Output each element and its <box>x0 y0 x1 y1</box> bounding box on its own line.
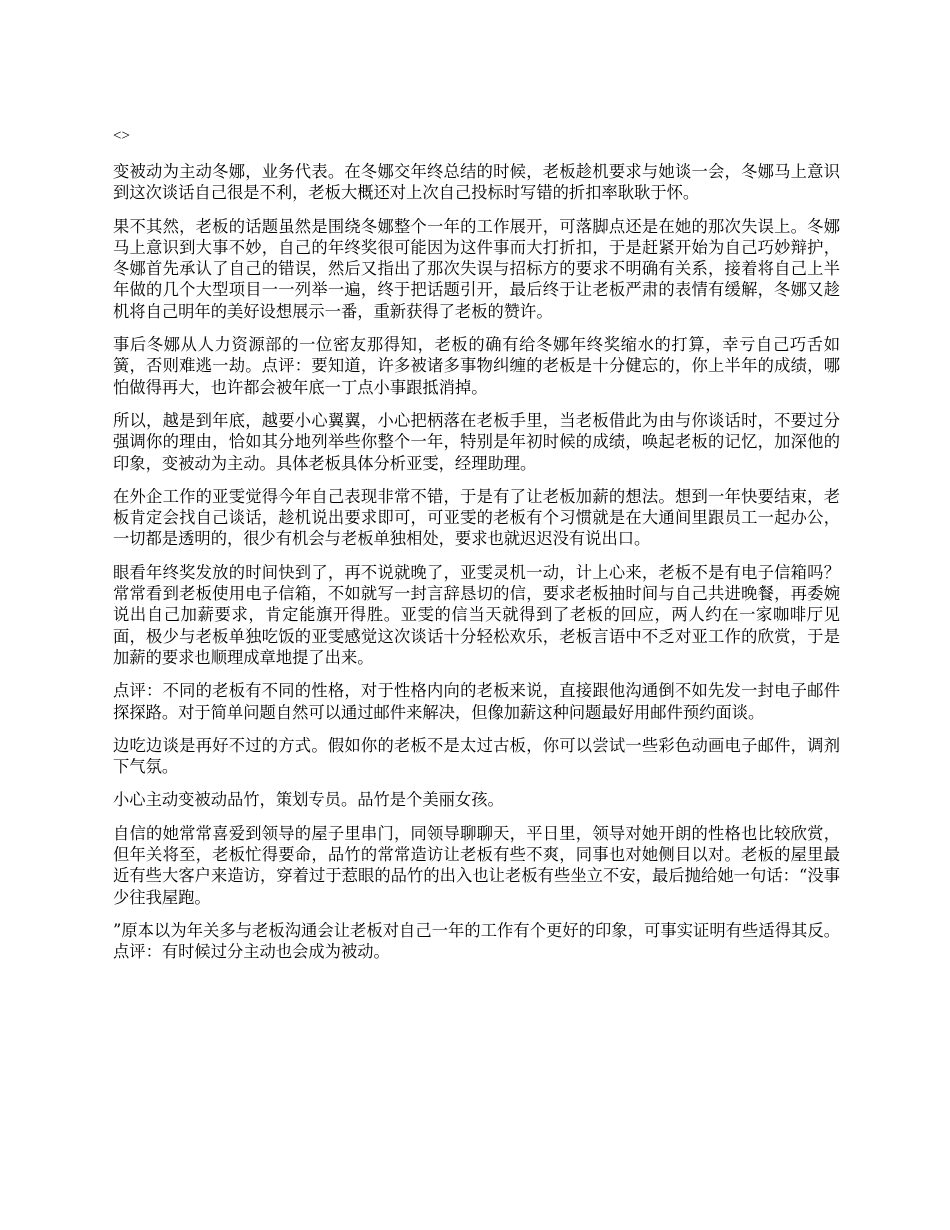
paragraph-7: 点评：不同的老板有不同的性格，对于性格内向的老板来说，直接跟他沟通倒不如先发一封电子邮件探探路。对于简单问题自然可以通过邮件来解决，但像加薪这种问题最好用邮件预约面谈。 <box>113 681 840 722</box>
paragraph-9: 小心主动变被动品竹，策划专员。品竹是个美丽女孩。 <box>113 790 504 810</box>
paragraph-10: 自信的她常常喜爱到领导的屋子里串门，同领导聊聊天，平日里，领导对她开朗的性格也比较欣赏，但年关将至，老板忙得要命，品竹的常常造访让老板有些不爽，同事也对她侧目以对。老板的屋里最近有些大客户来造访，穿着过于惹眼的品竹的出入也让老板有些坐立不安，最后抛给她一句话：“没事少往我屋跑。 <box>113 823 840 907</box>
document-body <box>113 126 840 975</box>
paragraph-3: 事后冬娜从人力资源部的一位密友那得知，老板的确有给冬娜年终奖缩水的打算，幸亏自己巧舌如簧，否则难逃一劫。点评：要知道，许多被诸多事物纠缠的老板是十分健忘的，你上半年的成绩，哪怕做得再大，也许都会被年底一丁点小事跟抵消掉。 <box>113 335 840 397</box>
paragraph-1: 变被动为主动冬娜，业务代表。在冬娜交年终总结的时候，老板趁机要求与她谈一会，冬娜马上意识到这次谈话自己很是不利，老板大概还对上次自己投标时写错的折扣率耿耿于怀。 <box>113 162 840 203</box>
paragraph-5: 在外企工作的亚雯觉得今年自己表现非常不错，于是有了让老板加薪的想法。想到一年快要结束，老板肯定会找自己谈话，趁机说出要求即可，可亚雯的老板有个习惯就是在大通间里跟员工一起办公，一切都是透明的，很少有机会与老板单独相处，要求也就迟迟没有说出口。 <box>113 486 840 549</box>
paragraph-4: 所以，越是到年底，越要小心翼翼，小心把柄落在老板手里，当老板借此为由与你谈话时，不要过分强调你的理由，恰如其分地列举些你整个一年，特别是年初时候的成绩，唤起老板的记忆，加深他的印象，变被动为主动。具体老板具体分析亚雯，经理助理。 <box>113 410 840 473</box>
paragraph-8: 边吃边谈是再好不过的方式。假如你的老板不是太过古板，你可以尝试一些彩色动画电子邮件，调剂下气氛。 <box>113 735 840 777</box>
paragraph-6: 眼看年终奖发放的时间快到了，再不说就晚了，亚雯灵机一动，计上心来，老板不是有电子信箱吗？常常看到老板使用电子信箱，不如就写一封言辞恳切的信，要求老板抽时间与自己共进晚餐，再委婉说出自己加薪要求，肯定能旗开得胜。亚雯的信当天就得到了老板的回应，两人约在一家咖啡厅见面，极少与老板单独吃饭的亚雯感觉这次谈话十分轻松欢乐，老板言语中不乏对亚工作的欣赏，于是加薪的要求也顺理成章地提了出来。 <box>113 562 840 667</box>
paragraph-2: 果不其然，老板的话题虽然是围绕冬娜整个一年的工作展开，可落脚点还是在她的那次失误上。冬娜马上意识到大事不妙，自己的年终奖很可能因为这件事而大打折扣，于是赶紧开始为自己巧妙辩护，冬娜首先承认了自己的错误，然后又指出了那次失误与招标方的要求不明确有关系，接着将自己上半年做的几个大型项目一一列举一遍，终于把话题引开，最后终于让老板严肃的表情有缓解，冬娜又趁机将自己明年的美好设想展示一番，重新获得了老板的赞许。 <box>113 216 840 321</box>
paragraph-11: ”原本以为年关多与老板沟通会让老板对自己一年的工作有个更好的印象，可事实证明有些适得其反。点评：有时候过分主动也会成为被动。 <box>113 920 840 962</box>
document-marker: <> <box>113 128 130 144</box>
